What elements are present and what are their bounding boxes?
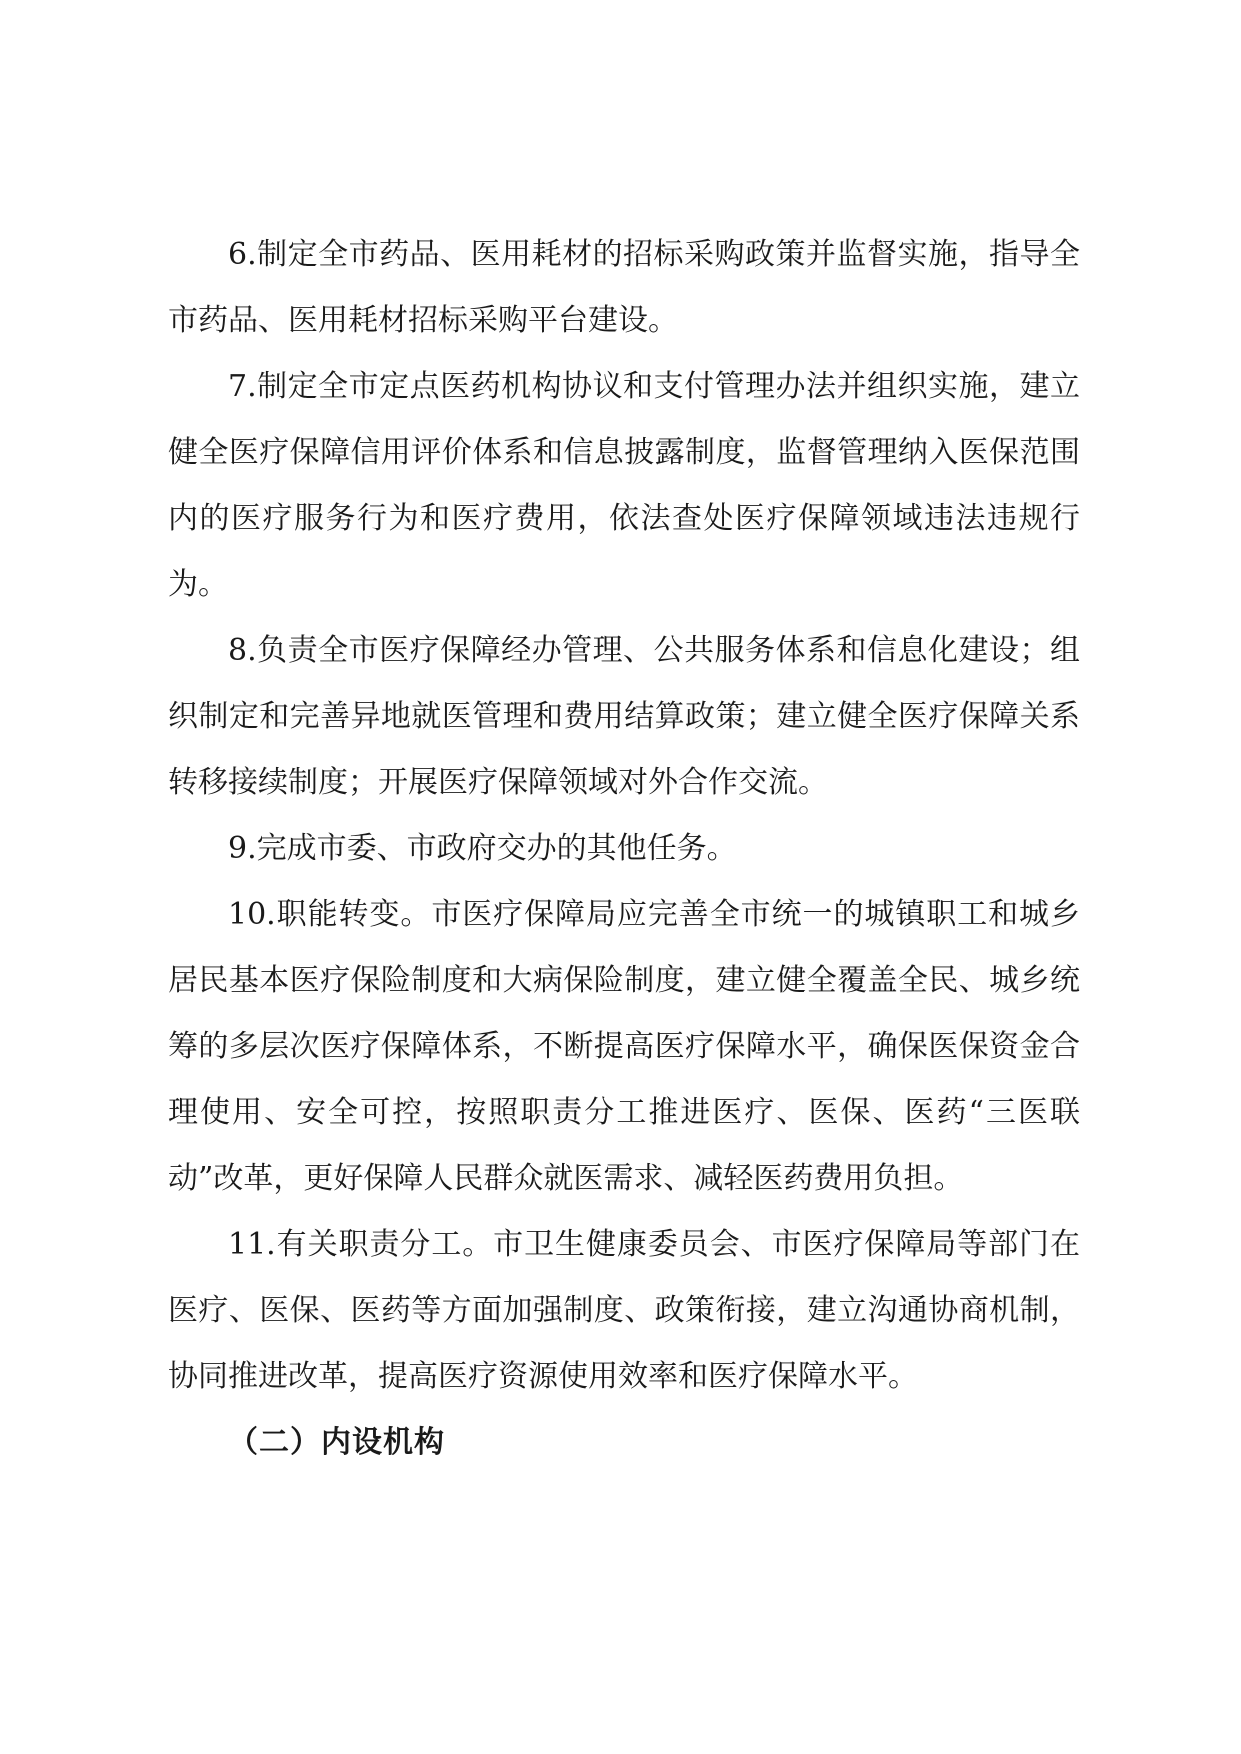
paragraph-item-10: 10.职能转变。市医疗保障局应完善全市统一的城镇职工和城乡居民基本医疗保险制度和大病保险制度，建立健全覆盖全民、城乡统筹的多层次医疗保障体系，不断提高医疗保障水平，确保医保资金合理使用、安全可控，按照职责分工推进医疗、医保、医药“三医联动”改革，更好保障人民群众就医需求、减轻医药费用负担。 [168, 897, 1080, 1196]
paragraph-item-9: 9.完成市委、市政府交办的其他任务。 [228, 831, 737, 866]
document-body [168, 222, 1080, 1476]
section-heading: （二）内设机构 [228, 1425, 445, 1460]
paragraph-item-8: 8.负责全市医疗保障经办管理、公共服务体系和信息化建设；组织制定和完善异地就医管理和费用结算政策；建立健全医疗保障关系转移接续制度；开展医疗保障领域对外合作交流。 [168, 633, 1080, 800]
paragraph-item-7: 7.制定全市定点医药机构协议和支付管理办法并组织实施，建立健全医疗保障信用评价体系和信息披露制度，监督管理纳入医保范围内的医疗服务行为和医疗费用，依法查处医疗保障领域违法违规行为。 [168, 369, 1080, 602]
paragraph-item-11: 11.有关职责分工。市卫生健康委员会、市医疗保障局等部门在医疗、医保、医药等方面加强制度、政策衔接，建立沟通协商机制，协同推进改革，提高医疗资源使用效率和医疗保障水平。 [168, 1227, 1080, 1394]
paragraph-item-6: 6.制定全市药品、医用耗材的招标采购政策并监督实施，指导全市药品、医用耗材招标采购平台建设。 [168, 237, 1080, 338]
